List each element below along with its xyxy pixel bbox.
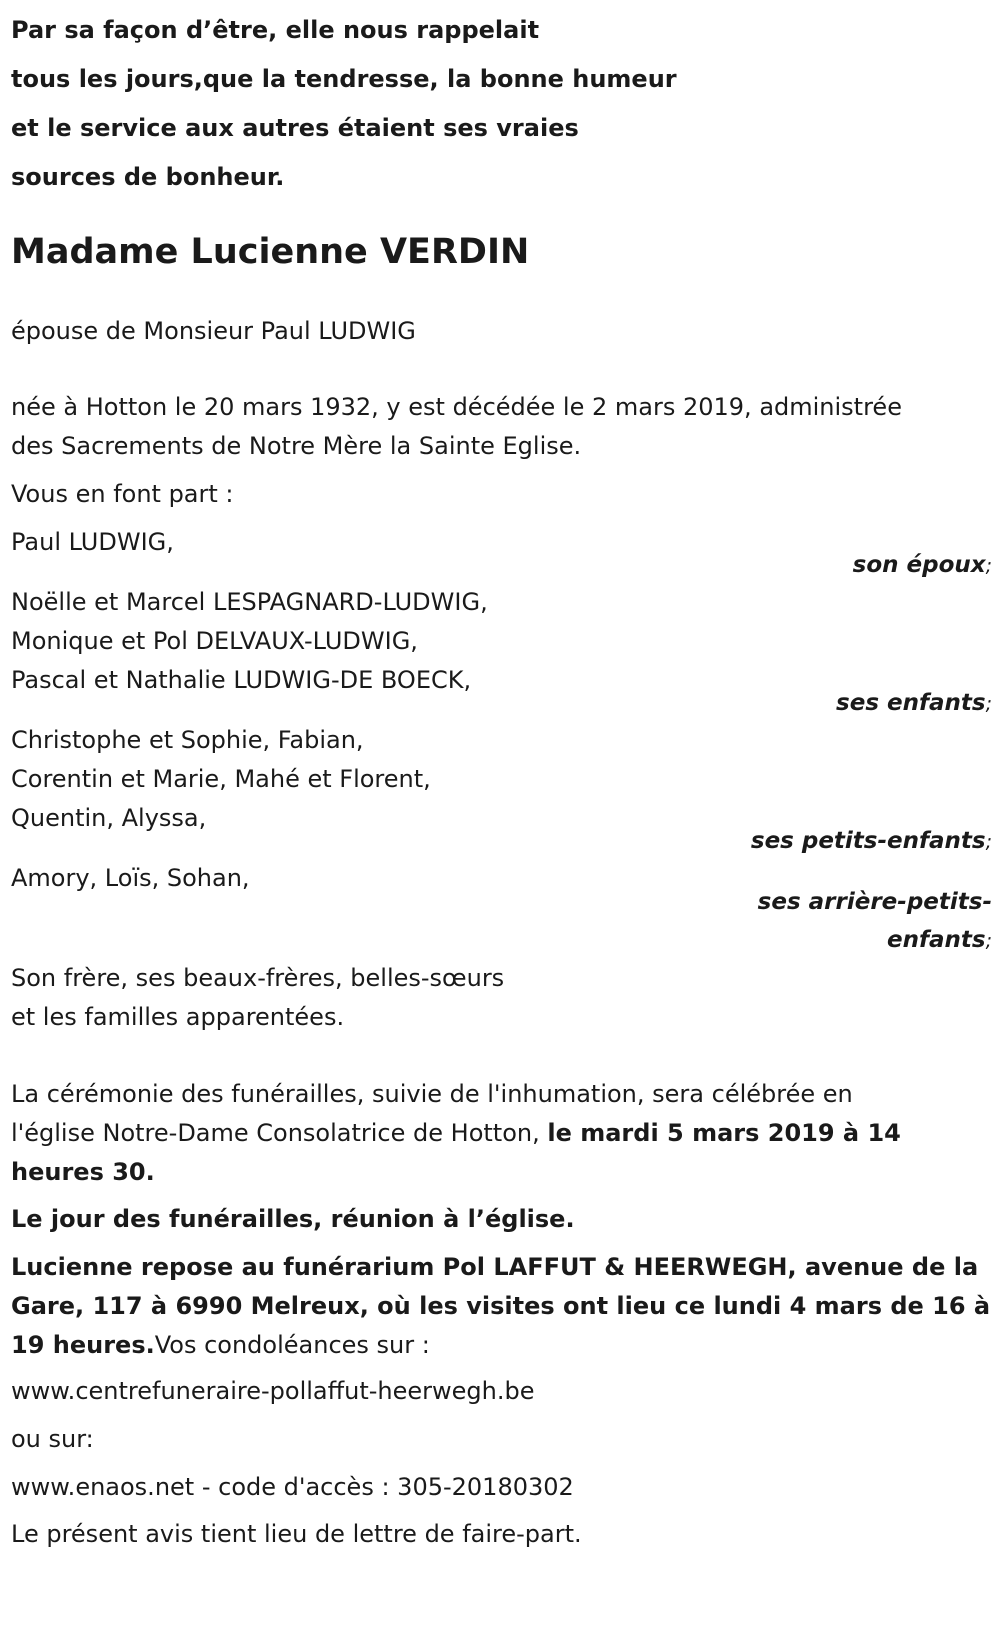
rest-line [11,1325,430,1365]
rest-line: Lucienne repose au funérarium Pol LAFFUT & HEERWEGH, avenue de la [11,1253,979,1281]
opening-quote [11,6,711,202]
spouse-line: épouse de Monsieur Paul LUDWIG [11,317,416,345]
condolences-or: ou sur: [11,1425,94,1453]
condolences-site-link[interactable]: www.centrefuneraire-pollaffut-heerwegh.be [11,1377,535,1405]
condolences-intro: Vos condoléances sur : [154,1331,430,1359]
condolences-enaos-link[interactable]: www.enaos.net - code d'accès : 305-20180302 [11,1473,574,1501]
ceremony-date: le mardi 5 mars 2019 à 14 [547,1119,901,1147]
quote-line: et le service aux autres étaient ses vraies [11,114,579,142]
quote-line: Par sa façon d’être, elle nous rappelait [11,16,540,44]
bio-line: née à Hotton le 20 mars 1932, y est décédée le 2 mars 2019, administrée [11,393,902,421]
family-name-line: Monique et Pol DELVAUX-LUDWIG, [11,627,418,655]
role-separator: ; [985,693,992,715]
family-name-line: Noëlle et Marcel LESPAGNARD-LUDWIG, [11,588,488,616]
family-name-line: Christophe et Sophie, Fabian, [11,726,364,754]
ceremony-line: La cérémonie des funérailles, suivie de l'inhumation, sera célébrée en [11,1080,853,1108]
family-others-line: et les familles apparentées. [11,1003,345,1031]
bio-line: des Sacrements de Notre Mère la Sainte Eglise. [11,432,582,460]
rest-line: Gare, 117 à 6990 Melreux, où les visites ont lieu ce lundi 4 mars de 16 à [11,1292,991,1320]
role-great-grandchildren-line-1: ses arrière-petits- [757,889,992,915]
role-separator: ; [985,555,992,577]
role-label: ses enfants [836,690,986,716]
role-great-grandchildren-line-2 [887,921,992,960]
quote-line: tous les jours,que la tendresse, la bonne humeur [11,65,677,93]
family-name-line: Quentin, Alyssa, [11,804,207,832]
ceremony-location: l'église Notre-Dame Consolatrice de Hotton, [11,1119,548,1147]
family-name-line: Corentin et Marie, Mahé et Florent, [11,765,431,793]
family-others-line: Son frère, ses beaux-frères, belles-sœurs [11,964,505,992]
role-grandchildren [751,822,992,861]
role-separator: ; [985,831,992,853]
visit-hours: 19 heures. [11,1331,155,1359]
ceremony-line [11,1113,901,1153]
role-separator: ; [985,930,992,952]
family-name-line: Paul LUDWIG, [11,528,174,556]
quote-line: sources de bonheur. [11,163,285,191]
role-label: ses petits-enfants [750,828,986,854]
family-name-line: Amory, Loïs, Sohan, [11,864,250,892]
role-label: enfants [887,927,986,953]
deceased-name: Madame Lucienne VERDIN [11,232,530,272]
ceremony-time: heures 30. [11,1158,155,1186]
role-spouse [853,546,992,585]
footer-note: Le présent avis tient lieu de lettre de faire-part. [11,1520,582,1548]
announce-line: Vous en font part : [11,480,234,508]
meeting-line: Le jour des funérailles, réunion à l’église. [11,1205,575,1233]
role-label: son époux [852,552,986,578]
role-children [836,684,992,723]
family-name-line: Pascal et Nathalie LUDWIG-DE BOECK, [11,666,472,694]
